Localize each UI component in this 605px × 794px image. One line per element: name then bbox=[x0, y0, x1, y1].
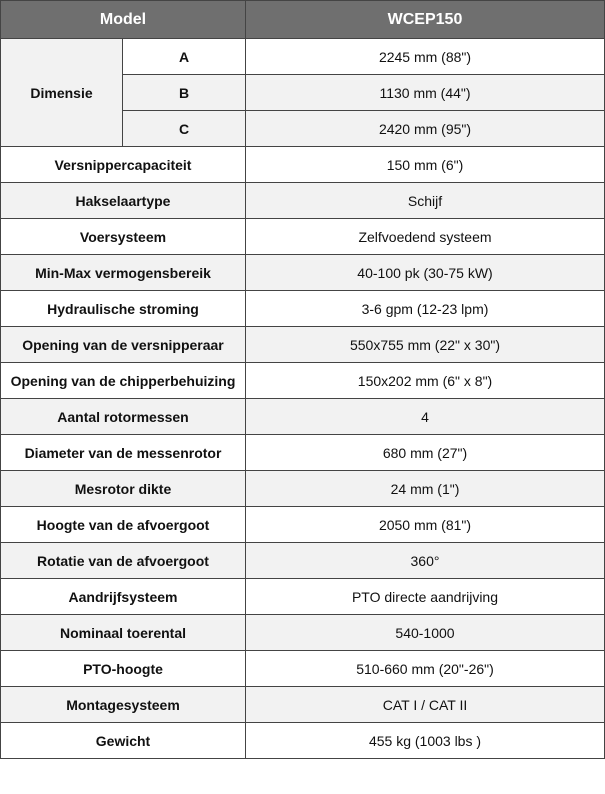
spec-label: Nominaal toerental bbox=[1, 615, 246, 651]
spec-label: Montagesysteem bbox=[1, 687, 246, 723]
spec-label: Rotatie van de afvoergoot bbox=[1, 543, 246, 579]
spec-value: 40-100 pk (30-75 kW) bbox=[246, 255, 605, 291]
spec-label: Min-Max vermogensbereik bbox=[1, 255, 246, 291]
spec-value: 150x202 mm (6" x 8") bbox=[246, 363, 605, 399]
dimension-value: 2245 mm (88") bbox=[246, 39, 605, 75]
table-row bbox=[1, 291, 605, 327]
spec-value: 150 mm (6") bbox=[246, 147, 605, 183]
spec-value: PTO directe aandrijving bbox=[246, 579, 605, 615]
table-row bbox=[1, 507, 605, 543]
table-row bbox=[1, 435, 605, 471]
table-row bbox=[1, 615, 605, 651]
spec-value: 3-6 gpm (12-23 lpm) bbox=[246, 291, 605, 327]
table-row bbox=[1, 579, 605, 615]
spec-label: Opening van de chipperbehuizing bbox=[1, 363, 246, 399]
spec-label: Hakselaartype bbox=[1, 183, 246, 219]
table-row bbox=[1, 327, 605, 363]
spec-label: Gewicht bbox=[1, 723, 246, 759]
spec-value: 360° bbox=[246, 543, 605, 579]
dimension-key: C bbox=[123, 111, 246, 147]
table-row bbox=[1, 471, 605, 507]
model-header-label: Model bbox=[1, 1, 246, 39]
table-row bbox=[1, 687, 605, 723]
dimension-label: Dimensie bbox=[1, 39, 123, 147]
spec-value: Schijf bbox=[246, 183, 605, 219]
spec-rows bbox=[1, 147, 605, 759]
header-row bbox=[1, 1, 605, 39]
spec-label: Aantal rotormessen bbox=[1, 399, 246, 435]
dimension-key: A bbox=[123, 39, 246, 75]
spec-label: Voersysteem bbox=[1, 219, 246, 255]
spec-value: 24 mm (1") bbox=[246, 471, 605, 507]
spec-value: 680 mm (27") bbox=[246, 435, 605, 471]
table-row bbox=[1, 543, 605, 579]
table-row bbox=[1, 183, 605, 219]
spec-value: 2050 mm (81") bbox=[246, 507, 605, 543]
spec-label: Opening van de versnipperaar bbox=[1, 327, 246, 363]
spec-value: 540-1000 bbox=[246, 615, 605, 651]
spec-value: 550x755 mm (22" x 30") bbox=[246, 327, 605, 363]
spec-label: Diameter van de messenrotor bbox=[1, 435, 246, 471]
spec-value: Zelfvoedend systeem bbox=[246, 219, 605, 255]
spec-label: Mesrotor dikte bbox=[1, 471, 246, 507]
dimension-value: 2420 mm (95") bbox=[246, 111, 605, 147]
spec-value: 4 bbox=[246, 399, 605, 435]
spec-label: Aandrijfsysteem bbox=[1, 579, 246, 615]
spec-value: CAT I / CAT II bbox=[246, 687, 605, 723]
table-row bbox=[1, 399, 605, 435]
table-row bbox=[1, 147, 605, 183]
table-row bbox=[1, 651, 605, 687]
table-row bbox=[1, 363, 605, 399]
table-row bbox=[1, 255, 605, 291]
dimension-value: 1130 mm (44") bbox=[246, 75, 605, 111]
table-row bbox=[1, 219, 605, 255]
spec-label: PTO-hoogte bbox=[1, 651, 246, 687]
spec-label: Hydraulische stroming bbox=[1, 291, 246, 327]
dimension-key: B bbox=[123, 75, 246, 111]
spec-label: Versnippercapaciteit bbox=[1, 147, 246, 183]
spec-value: 510-660 mm (20"-26") bbox=[246, 651, 605, 687]
spec-value: 455 kg (1003 lbs ) bbox=[246, 723, 605, 759]
dimension-row-a bbox=[1, 39, 605, 75]
model-header-value: WCEP150 bbox=[246, 1, 605, 39]
spec-label: Hoogte van de afvoergoot bbox=[1, 507, 246, 543]
table-row bbox=[1, 723, 605, 759]
